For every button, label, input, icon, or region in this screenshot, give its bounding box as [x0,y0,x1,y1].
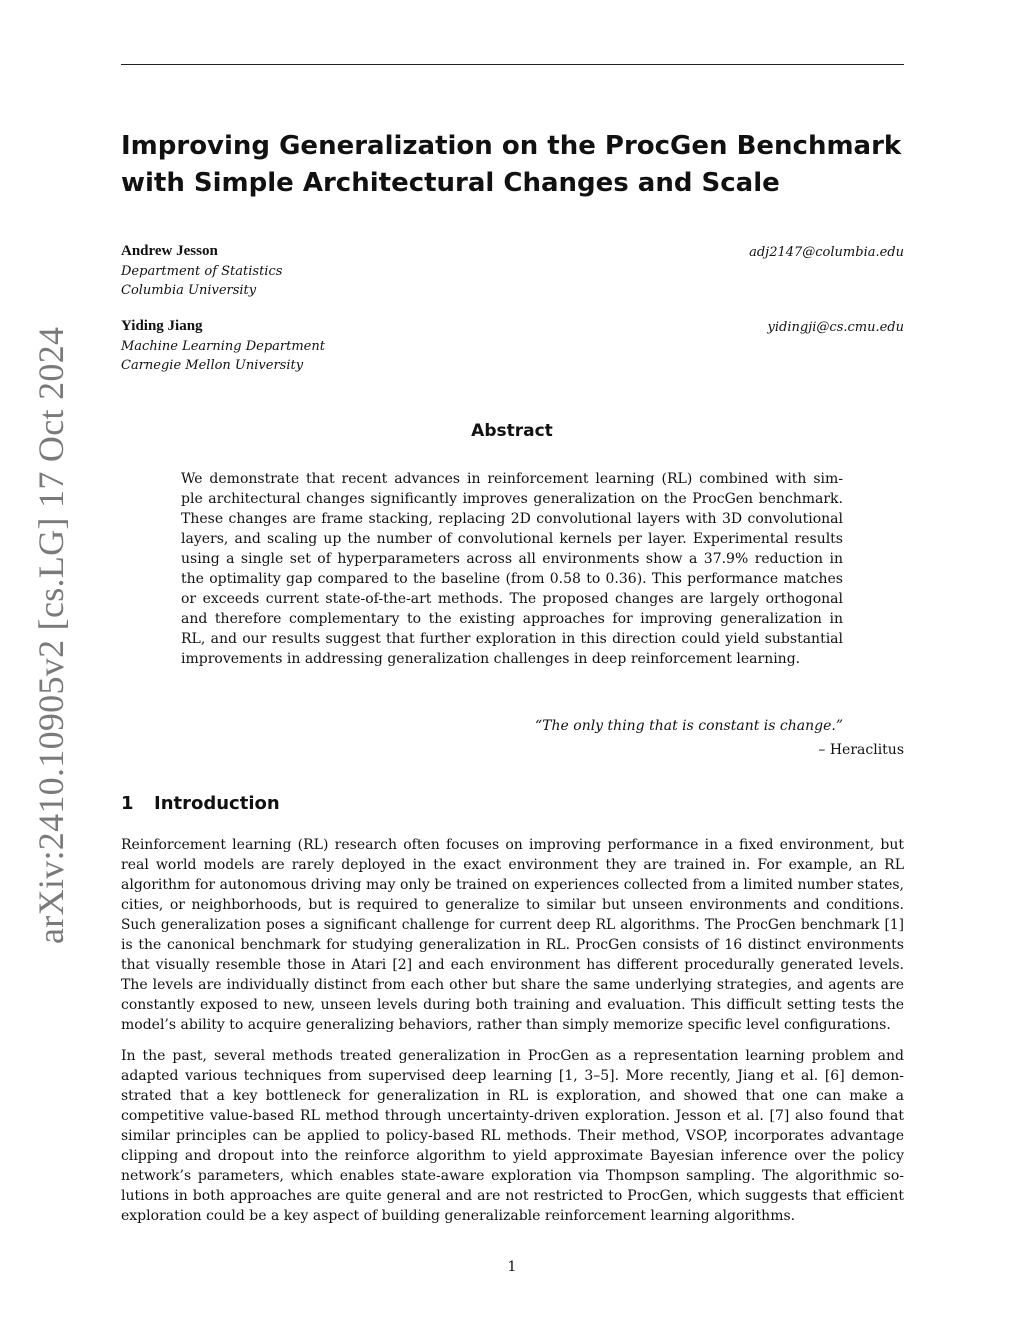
title-line: with Simple Architectural Changes and Scale [121,168,780,198]
intro-paragraph-1 [121,835,904,1035]
para-line: algorithm for autonomous driving may only be trained on experiences collected from a limited number states, [121,877,904,893]
intro-paragraph-2 [121,1046,904,1226]
author-affiliation: Columbia University [121,283,257,298]
para-line: Such generalization poses a significant challenge for current deep RL algorithms. The ProcGen benchmark [1] [121,917,904,933]
para-line: Reinforcement learning (RL) research often focuses on improving performance in a fixed environment, but [121,837,904,853]
para-line: is the canonical benchmark for studying generalization in RL. ProcGen consists of 16 distinct environments [121,937,904,953]
section-title: Introduction [154,793,280,814]
para-line: similar principles can be applied to policy-based RL methods. Their method, VSOP, incorporates advantage [121,1128,904,1144]
epigraph-attribution: – Heraclitus [818,742,904,758]
abstract-line: ple architectural changes significantly improves generalization on the ProcGen benchmark. [181,491,843,507]
author-name: Andrew Jesson [121,243,218,259]
para-line: The levels are individually distinct from each other but share the same underlying strategies, and agents are [121,977,904,993]
para-line: competitive value-based RL method through uncertainty-driven exploration. Jesson et al. [7] also found that [121,1108,904,1124]
epigraph-quote: “The only thing that is constant is change.” [535,718,843,734]
para-line: clipping and dropout into the reinforce algorithm to yield approximate Bayesian inference over the policy [121,1148,904,1164]
author-email[interactable]: yidingji@cs.cmu.edu [767,320,904,335]
para-line: lutions in both approaches are quite general and are not restricted to ProcGen, which suggests that efficient [121,1188,904,1204]
abstract-line: improvements in addressing generalization challenges in deep reinforcement learning. [181,651,801,667]
paper-title [121,128,904,202]
abstract-line: These changes are frame stacking, replacing 2D convolutional layers with 3D convolutional [181,511,843,527]
abstract-line: RL, and our results suggest that further exploration in this direction could yield substantial [181,631,843,647]
para-line: model’s ability to acquire generalizing behaviors, rather than simply memorize specific level configurations. [121,1017,891,1033]
section-number: 1 [121,793,134,814]
abstract-line: or exceeds current state-of-the-art methods. The proposed changes are largely orthogonal [181,591,843,607]
para-line: network’s parameters, which enables state-aware exploration via Thompson sampling. The algorithmic so- [121,1168,904,1184]
page-number: 1 [507,1259,517,1275]
author-affiliation: Carnegie Mellon University [121,358,304,373]
top-rule [121,64,904,65]
para-line: adapted various techniques from supervised deep learning [1, 3–5]. More recently, Jiang et al. [6] demon- [121,1068,904,1084]
para-line: strated that a key bottleneck for generalization in RL is exploration, and showed that one can make a [121,1088,904,1104]
author-affiliation: Department of Statistics [121,264,283,279]
title-line: Improving Generalization on the ProcGen Benchmark [121,131,902,161]
abstract-heading: Abstract [471,421,553,441]
author-name: Yiding Jiang [121,318,203,334]
section-heading [121,791,280,817]
author-email[interactable]: adj2147@columbia.edu [749,245,904,260]
abstract-line: using a single set of hyperparameters across all environments show a 37.9% reduction in [181,551,843,567]
para-line: constantly exposed to new, unseen levels during both training and evaluation. This difficult setting tests the [121,997,904,1013]
para-line: In the past, several methods treated generalization in ProcGen as a representation learning problem and [121,1048,904,1064]
abstract-line: the optimality gap compared to the baseline (from 0.58 to 0.36). This performance matches [181,571,843,587]
para-line: that visually resemble those in Atari [2] and each environment has different procedurally generated levels. [121,957,904,973]
author-affiliation: Machine Learning Department [121,339,325,354]
abstract-body [181,469,843,669]
abstract-line: and therefore complementary to the existing approaches for improving generalization in [181,611,843,627]
abstract-line: We demonstrate that recent advances in reinforcement learning (RL) combined with sim- [181,471,843,487]
para-line: exploration could be a key aspect of building generalizable reinforcement learning algorithms. [121,1208,796,1224]
arxiv-stamp: arXiv:2410.10905v2 [cs.LG] 17 Oct 2024 [31,326,71,944]
para-line: real world models are rarely deployed in the exact environment they are trained in. For example, an RL [121,857,904,873]
para-line: cities, or neighborhoods, but is required to generalize to similar but unseen environments and conditions. [121,897,904,913]
abstract-line: layers, and scaling up the number of convolutional kernels per layer. Experimental results [181,531,843,547]
